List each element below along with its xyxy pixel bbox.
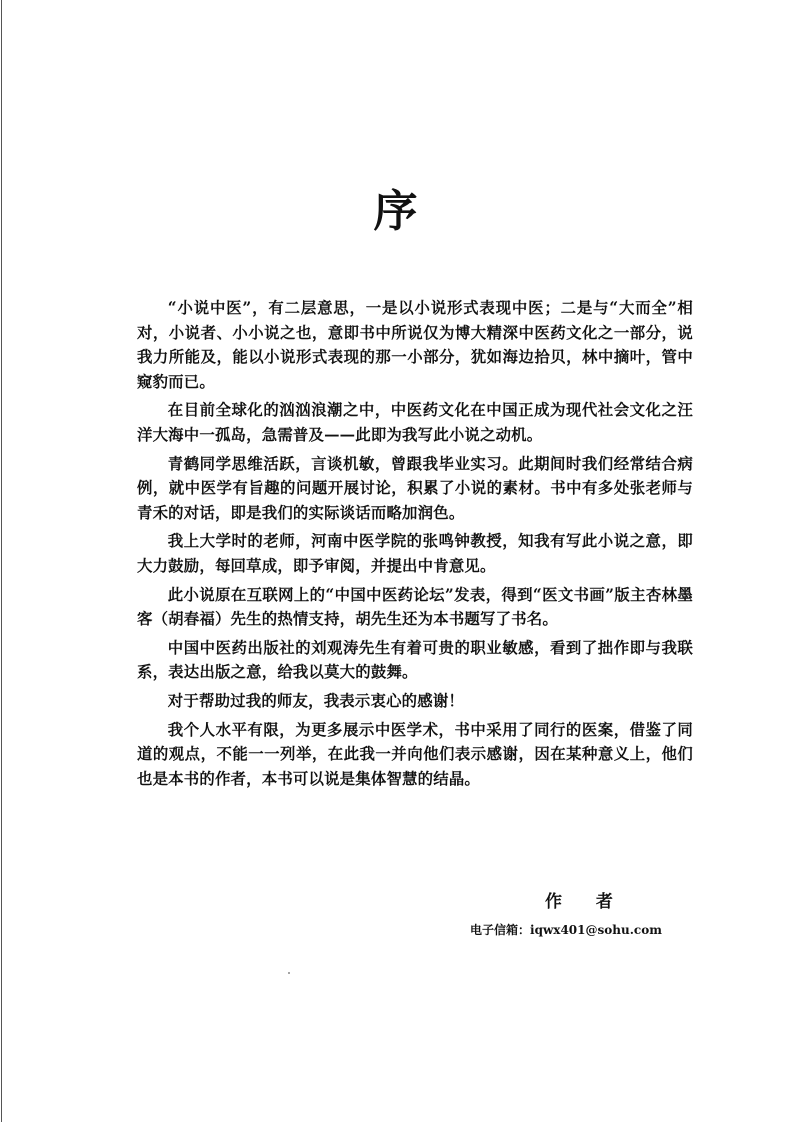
email-address: iqwx401@sohu.com [530, 923, 662, 937]
paragraph: 我上大学时的老师，河南中医学院的张鸣钟教授，知我有写此小说之意，即大力鼓励，每回草成，即予审阅，并提出中肯意见。 [137, 532, 693, 575]
scan-speck [288, 972, 290, 974]
paragraph: 对于帮助过我的师友，我表示衷心的感谢！ [167, 691, 465, 710]
paragraph: “小说中医”，有二层意思，一是以小说形式表现中医；二是与“大而全”相对，小说者、小小说之也，意即书中所说仅为博大精深中医药文化之一部分，说我力所能及，能以小说形式表现的那一小部分，犹如海边拾贝，林中摘叶，管中窥豹而已。 [137, 299, 693, 391]
paragraph: 青鹤同学思维活跃，言谈机敏，曾跟我毕业实习。此期间时我们经常结合病例，就中医学有旨趣的问题开展讨论，积累了小说的素材。书中有多处张老师与青禾的对话，即是我们的实际谈话而略加润色。 [137, 454, 693, 522]
paragraph: 此小说原在互联网上的“中国中医药论坛”发表，得到“医文书画”版主杏林墨客（胡春福）先生的热情支持，胡先生还为本书题写了书名。 [137, 585, 693, 629]
paragraph: 在目前全球化的汹汹浪潮之中，中医药文化在中国正成为现代社会文化之汪洋大海中一孤岛，急需普及——此即为我写此小说之动机。 [137, 401, 693, 444]
email-label: 电子信箱： [470, 923, 531, 937]
page-title: 序 [373, 186, 420, 237]
author-signature: 作 者 [545, 892, 627, 912]
contact-email [470, 921, 662, 938]
paragraph: 中国中医药出版社的刘观涛先生有着可贵的职业敏感，看到了拙作即与我联系，表达出版之意，给我以莫大的鼓舞。 [137, 638, 693, 682]
preface-body [137, 296, 693, 795]
paragraph: 我个人水平有限，为更多展示中医学术，书中采用了同行的医案，借鉴了同道的观点，不能一一列举，在此我一并向他们表示感谢，因在某种意义上，他们也是本书的作者，本书可以说是集体智慧的结晶。 [137, 720, 693, 788]
page-edge-line [1, 0, 2, 1122]
